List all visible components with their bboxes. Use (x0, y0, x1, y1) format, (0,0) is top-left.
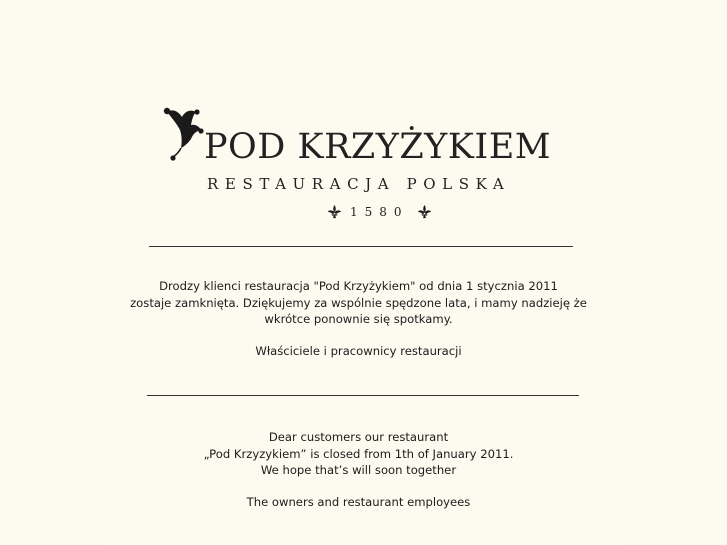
fleur-de-lis-icon (417, 204, 432, 219)
message-line: wkrótce ponownie się spotkamy. (264, 312, 453, 326)
restaurant-logo (160, 100, 560, 230)
brand-subtitle: RESTAURACJA POLSKA (207, 175, 511, 193)
divider-line (149, 246, 573, 247)
divider-line (147, 395, 579, 396)
jester-hat-icon (163, 102, 207, 164)
brand-name: POD KRZYŻYKIEM (204, 127, 552, 167)
english-closure-message (120, 429, 597, 479)
message-line: „Pod Krzyzykiem” is closed from 1th of January 2011. (203, 446, 514, 461)
message-line: We hope that’s will soon together (260, 463, 457, 477)
message-line: Dear customers our restaurant (268, 430, 449, 444)
brand-year-row (327, 204, 432, 219)
english-signature: The owners and restaurant employees (246, 495, 471, 509)
polish-closure-message (120, 278, 597, 328)
brand-year: 1580 (350, 204, 409, 219)
fleur-de-lis-icon (327, 204, 342, 219)
message-line: zostaje zamknięta. Dziękujemy za wspólnie spędzone lata, i mamy nadzieję że (130, 295, 587, 310)
message-line: Drodzy klienci restauracja "Pod Krzyżykiem" od dnia 1 stycznia 2011 (159, 279, 558, 293)
polish-signature: Właściciele i pracownicy restauracji (255, 344, 462, 358)
